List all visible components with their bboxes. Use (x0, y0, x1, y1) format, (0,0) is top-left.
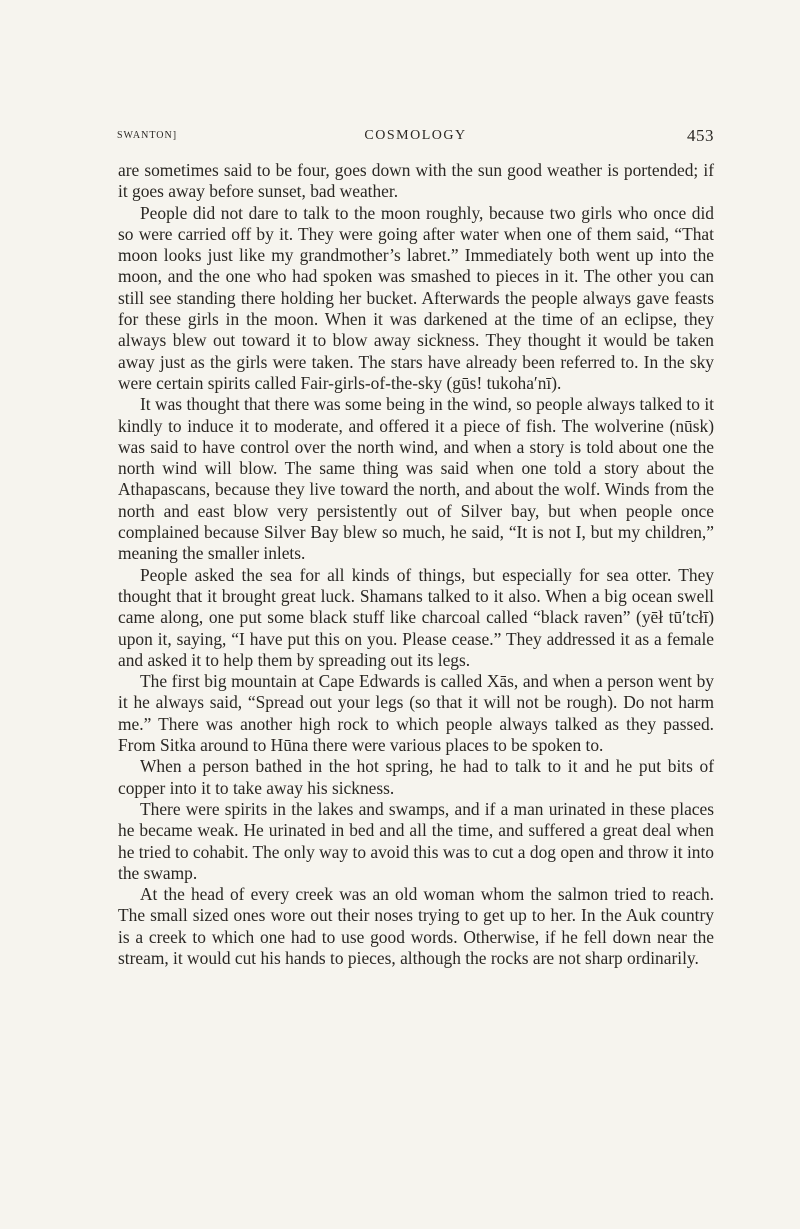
paragraph-moon: People did not dare to talk to the moon roughly, because two girls who once did so were carried off by it. They were going after water when one of them said, “That moon looks just like my grandmother’s labret.” Immediately both went up into the moon, and the one who had spoken was smashed to pieces in it. The other you can still see standing there holding her bucket. Afterwards the people always gave feasts for these girls in the moon. When it was darkened at the time of an eclipse, they always blew out toward it to blow away sickness. They thought it would be taken away just as the girls were taken. The stars have already been referred to. In the sky were certain spirits called Fair-girls-of-the-sky (gūs! tukoha′nī). (118, 202, 714, 393)
running-head (117, 128, 714, 148)
paragraph-eclipse-weather: are sometimes said to be four, goes down with the sun good weather is portended; if it goes away before sunset, bad weather. (118, 160, 714, 202)
paragraph-wind: It was thought that there was some being in the wind, so people always talked to it kindly to induce it to moderate, and offered it a piece of fish. The wolverine (nūsk) was said to have control over the north wind, and when a story is told about one the north wind will blow. The same thing was said when one told a story about the Athapascans, because they live toward the north, and about the wolf. Winds from the north and east blow very persistently out of Silver bay, but when people once complained because Silver Bay blew so much, he said, “It is not I, but my children,” meaning the smaller inlets. (118, 394, 714, 564)
running-head-title: COSMOLOGY (364, 128, 467, 143)
paragraph-hot-spring: When a person bathed in the hot spring, he had to talk to it and he put bits of copper into it to take away his sickness. (118, 756, 714, 798)
body-text (118, 160, 714, 969)
paragraph-swamps: There were spirits in the lakes and swamps, and if a man urinated in these places he became weak. He urinated in bed and all the time, and suffered a great deal when he tried to cohabit. The only way to avoid this was to cut a dog open and throw it into the swamp. (118, 798, 714, 883)
page-number: 453 (687, 126, 714, 145)
paragraph-creek: At the head of every creek was an old woman whom the salmon tried to reach. The small sized ones wore out their noses trying to get up to her. In the Auk country is a creek to which one had to use good words. Otherwise, if he fell down near the stream, it would cut his hands to pieces, although the rocks are not sharp ordinarily. (118, 884, 714, 968)
paragraph-mountain: The first big mountain at Cape Edwards is called Xās, and when a person went by it he always said, “Spread out your legs (so that it will not be rough). Do not harm me.” There was another high rock to which people always talked as they passed. From Sitka around to Hūna there were various places to be spoken to. (118, 671, 714, 756)
paragraph-sea: People asked the sea for all kinds of things, but especially for sea otter. They thought that it brought great luck. Shamans talked to it also. When a big ocean swell came along, one put some black stuff like charcoal called “black raven” (yēł tū′tcłī) upon it, saying, “I have put this on you. Please cease.” They addressed it as a female and asked it to help them by spreading out its legs. (118, 564, 714, 670)
running-head-author: SWANTON] (117, 130, 178, 141)
